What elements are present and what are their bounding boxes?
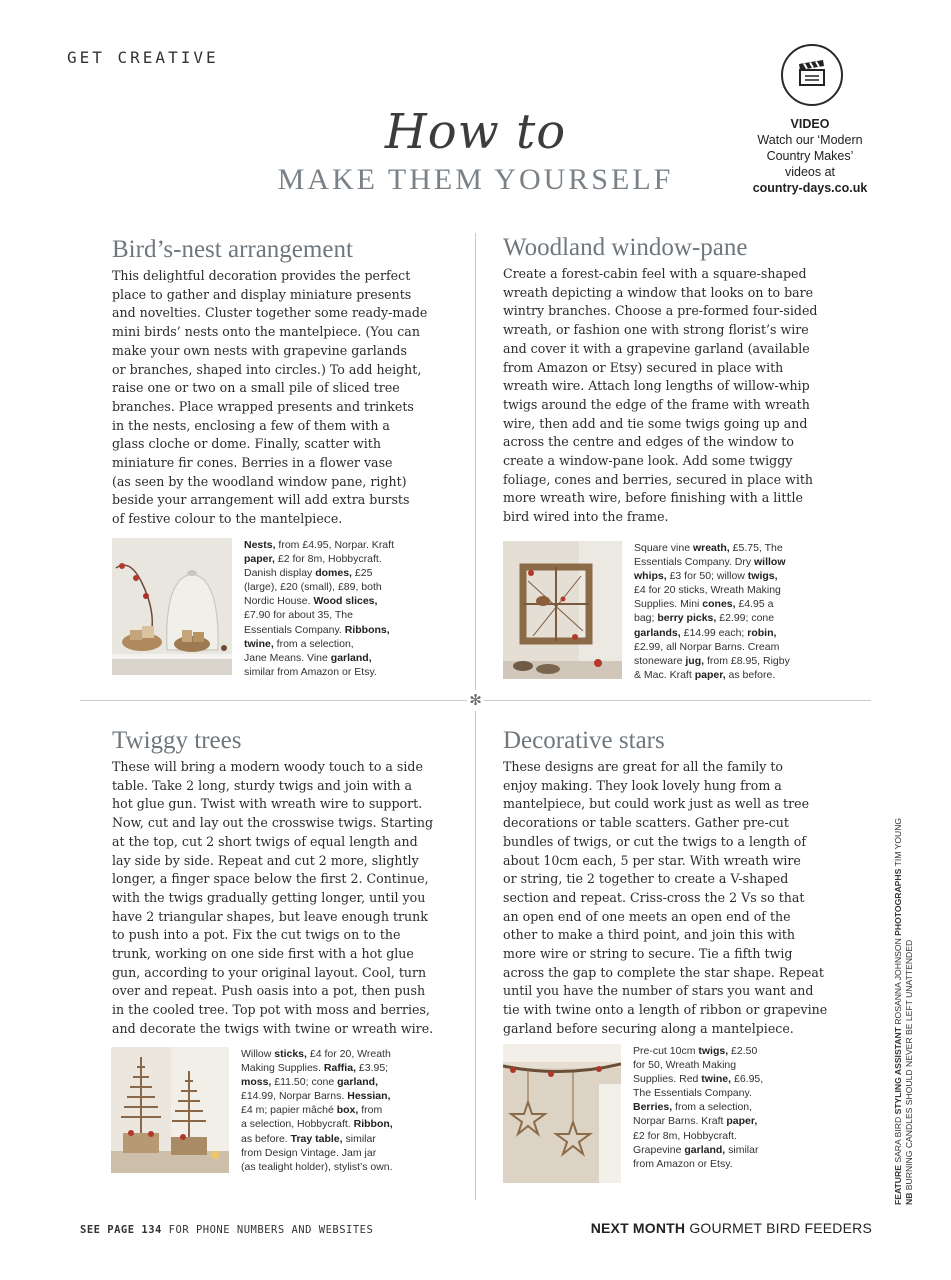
body-line: gun, according to your original layout. Cool, turn	[112, 964, 427, 980]
credit-line: (large), £20 (small), £89, both	[244, 581, 382, 594]
article-twiggy-trees	[112, 727, 452, 1039]
credit-line: £4 m; papier mâché box, from	[241, 1104, 383, 1117]
credit-line: garlands, £14.99 each; robin,	[634, 626, 777, 639]
credit-line: Danish display domes, £25	[244, 567, 373, 580]
credit-text	[633, 1044, 763, 1183]
body-line: wreath depicting a window that looks on to bare	[503, 284, 814, 300]
credit-line: Pre-cut 10cm twigs, £2.50	[633, 1045, 758, 1057]
video-badge[interactable]	[781, 44, 843, 106]
body-line: enjoy making. They look lovely hung from a	[503, 777, 782, 793]
column-divider-bottom	[475, 711, 476, 1200]
side-credit-line: FEATURE SARA BIRD STYLING ASSISTANT ROSANNA JOHNSON PHOTOGRAPHS TIM YOUNG	[893, 817, 903, 1205]
video-heading: VIDEO	[790, 117, 830, 131]
body-line: miniature fir cones. Berries in a flower vase	[112, 455, 393, 471]
body-line: trunk, working on one side first with a hot glue	[112, 946, 414, 962]
body-line: over and repeat. Push oasis into a pot, then push	[112, 983, 426, 999]
clapperboard-icon	[797, 59, 827, 91]
body-line: wreath wire. Attach long lengths of willow-whip	[503, 378, 810, 394]
body-line: longer, a finger space below the first 2. Continue,	[112, 871, 429, 887]
body-line: mini birds’ nests onto the mantelpiece. (You can	[112, 324, 420, 340]
credit-line: Grapevine garland, similar	[633, 1143, 759, 1156]
article-body	[503, 758, 843, 1039]
body-line: bundles of twigs, or cut the twigs to a length of	[503, 833, 807, 849]
body-line: across the centre and edges of the window to	[503, 434, 794, 450]
body-line: to push into a pot. Fix the cut twigs on to the	[112, 927, 401, 943]
body-line: lay side by side. Repeat and cut 2 more, slightly	[112, 852, 419, 868]
article-title: Bird’s-nest arrangement	[112, 236, 353, 263]
body-line: place to gather and display miniature presents	[112, 286, 412, 302]
video-url[interactable]: country-days.co.uk	[752, 181, 868, 195]
section-label: GET CREATIVE	[67, 48, 219, 67]
credit-text	[634, 541, 790, 682]
body-line: wreath, or fashion one with strong florist’s wire	[503, 322, 809, 338]
article-woodland-window-pane	[503, 234, 843, 527]
credit-line: Nests, from £4.95, Norpar. Kraft	[244, 539, 394, 551]
credit-line: £4 for 20 sticks, Wreath Making	[634, 584, 781, 597]
credit-line: The Essentials Company.	[633, 1087, 752, 1100]
body-line: an open end of one meets an open end of the	[503, 908, 791, 924]
credit-line: £2 for 8m, Hobbycraft.	[633, 1129, 737, 1142]
body-line: make your own nests with grapevine garlands	[112, 342, 407, 358]
article-birds-nest	[112, 236, 452, 529]
video-line: Country Makes’	[766, 149, 854, 163]
credit-line: bag; berry picks, £2.99; cone	[634, 612, 775, 625]
body-line: in the cooled tree. Top pot with moss and berries,	[112, 1002, 430, 1018]
body-line: Now, cut and lay out the crosswise twigs. Starting	[112, 815, 434, 831]
credit-line: paper, £2 for 8m, Hobbycraft.	[244, 553, 382, 566]
credit-line: Supplies. Red twine, £6.95,	[633, 1073, 764, 1086]
credit-line: Nordic House. Wood slices,	[244, 595, 378, 608]
body-line: and decorate the twigs with twine or wreath wire.	[112, 1020, 434, 1036]
credit-line: for 50, Wreath Making	[633, 1059, 737, 1072]
credit-line: £2.99, all Norpar Barns. Cream	[634, 640, 780, 653]
body-line: of festive colour to the mantelpiece.	[112, 511, 343, 527]
credit-line: whips, £3 for 50; willow twigs,	[634, 570, 778, 583]
side-credit-line: NB BURNING CANDLES SHOULD NEVER BE LEFT UNATTENDED	[904, 939, 914, 1205]
body-line: more wire or string to secure. Tie a fifth twig	[503, 946, 793, 962]
credit-line: Jane Means. Vine garland,	[244, 651, 372, 664]
footer-next-month-text: GOURMET BIRD FEEDERS	[685, 1220, 872, 1236]
credit-line: Square vine wreath, £5.75, The	[634, 542, 783, 554]
credit-line: stoneware jug, from £8.95, Rigby	[634, 654, 790, 667]
row-divider-left	[80, 700, 467, 701]
column-divider-top	[475, 233, 476, 690]
credit-line: similar from Amazon or Etsy.	[244, 665, 377, 678]
body-line: or string, tie 2 together to create a V-shaped	[503, 871, 789, 887]
credit-line: £7.90 for about 35, The	[244, 609, 353, 622]
credit-line: a selection, Hobbycraft. Ribbon,	[241, 1118, 393, 1131]
body-line: about 10cm each, 5 per star. With wreath wire	[503, 852, 801, 868]
body-line: twigs around the edge of the frame with wreath	[503, 396, 810, 412]
body-line: (as seen by the woodland window pane, right)	[112, 473, 407, 489]
body-line: table. Take 2 long, sturdy twigs and join with a	[112, 777, 412, 793]
credit-block-twiggy	[111, 1047, 393, 1174]
credit-line: (as tealight holder), stylist’s own.	[241, 1160, 393, 1173]
video-line: videos at	[784, 165, 836, 179]
video-line: Watch our ‘Modern	[757, 133, 863, 147]
body-line: This delightful decoration provides the perfect	[112, 268, 411, 283]
body-line: wintry branches. Choose a pre-formed four-sided	[503, 303, 818, 319]
body-line: branches. Place wrapped presents and trinkets	[112, 398, 414, 414]
body-line: across the gap to complete the star shape. Repeat	[503, 964, 824, 980]
side-credits	[893, 805, 915, 1205]
article-body	[112, 758, 452, 1039]
credit-line: Essentials Company. Dry willow	[634, 556, 786, 569]
credit-line: Making Supplies. Raffia, £3.95;	[241, 1062, 389, 1075]
body-line: hot glue gun. Twist with wreath wire to support.	[112, 796, 423, 812]
body-line: and cover it with a grapevine garland (available	[503, 340, 810, 356]
body-line: create a window-pane look. Add some twiggy	[503, 453, 793, 469]
script-title: How to	[384, 104, 567, 160]
body-line: foliage, cones and berries, secured in place with	[503, 471, 814, 487]
body-line: tie with twine onto a length of ribbon or grapevine	[503, 1002, 828, 1018]
credit-line: as before. Tray table, similar	[241, 1132, 376, 1145]
body-line: or branches, shaped into circles.) To add height,	[112, 361, 422, 377]
body-line: beside your arrangement will add extra bursts	[112, 492, 410, 508]
photo-birds-nest	[112, 538, 232, 679]
credit-block-woodland	[503, 541, 790, 682]
footer-page-ref-text: FOR PHONE NUMBERS AND WEBSITES	[161, 1224, 374, 1236]
footer-page-ref	[80, 1224, 373, 1236]
credit-text	[241, 1047, 393, 1174]
body-line: in the nests, enclosing a few of them with a	[112, 417, 390, 433]
photo-decorative-stars	[503, 1044, 621, 1183]
article-body	[112, 267, 452, 529]
photo-twiggy-trees	[111, 1047, 229, 1174]
article-title: Woodland window-pane	[503, 234, 748, 261]
credit-line: Essentials Company. Ribbons,	[244, 623, 390, 636]
footer-page-ref-bold: SEE PAGE 134	[80, 1224, 162, 1236]
photo-woodland-window	[503, 541, 622, 682]
body-line: other to make a third point, and join this with	[503, 927, 796, 943]
body-line: mantelpiece, but could work just as well as tree	[503, 796, 810, 812]
credit-line: from Design Vintage. Jam jar	[241, 1146, 377, 1159]
credit-line: Berries, from a selection,	[633, 1101, 753, 1114]
article-title: Decorative stars	[503, 727, 665, 754]
body-line: These will bring a modern woody touch to a side	[112, 759, 423, 774]
article-title: Twiggy trees	[112, 727, 242, 754]
row-divider-right	[484, 700, 871, 701]
credit-line: £14.99, Norpar Barns. Hessian,	[241, 1090, 391, 1103]
page-title: MAKE THEM YOURSELF	[277, 163, 674, 196]
body-line: garland before securing along a mantelpiece.	[503, 1020, 794, 1036]
body-line: at the top, cut 2 short twigs of equal length and	[112, 833, 418, 849]
body-line: glass cloche or dome. Finally, scatter with	[112, 436, 381, 452]
credit-line: Willow sticks, £4 for 20, Wreath	[241, 1048, 391, 1060]
divider-asterisk-icon: ✻	[467, 690, 484, 710]
body-line: These designs are great for all the family to	[503, 759, 784, 774]
article-body	[503, 265, 843, 527]
body-line: from Amazon or Etsy) secured in place with	[503, 359, 784, 375]
credit-text	[244, 538, 394, 679]
body-line: with the twigs gradually getting longer, until you	[112, 889, 426, 905]
body-line: more wreath wire, before finishing with a little	[503, 490, 803, 506]
body-line: section and repeat. Criss-cross the 2 Vs so that	[503, 889, 805, 905]
body-line: and novelties. Cluster together some ready-made	[112, 305, 428, 321]
credit-block-birds-nest	[112, 538, 394, 679]
credit-line: & Mac. Kraft paper, as before.	[634, 668, 776, 681]
body-line: bird wired into the frame.	[503, 509, 669, 525]
credit-line: from Amazon or Etsy.	[633, 1157, 733, 1170]
body-line: wire, then add and tie some twigs going up and	[503, 415, 808, 431]
credit-line: moss, £11.50; cone garland,	[241, 1076, 378, 1089]
footer-next-month-bold: NEXT MONTH	[590, 1220, 686, 1236]
video-promo	[745, 116, 875, 196]
body-line: have 2 triangular shapes, but leave enough trunk	[112, 908, 428, 924]
credit-block-stars	[503, 1044, 763, 1183]
article-decorative-stars	[503, 727, 843, 1039]
credit-line: twine, from a selection,	[244, 637, 354, 650]
footer-next-month	[591, 1220, 872, 1236]
body-line: Create a forest-cabin feel with a square-shaped	[503, 266, 807, 281]
credit-line: Norpar Barns. Kraft paper,	[633, 1115, 758, 1128]
body-line: until you have the number of stars you want and	[503, 983, 814, 999]
body-line: decorations or table scatters. Gather pre-cut	[503, 815, 789, 831]
credit-line: Supplies. Mini cones, £4.95 a	[634, 598, 774, 611]
body-line: raise one or two on a small pile of sliced tree	[112, 380, 400, 396]
